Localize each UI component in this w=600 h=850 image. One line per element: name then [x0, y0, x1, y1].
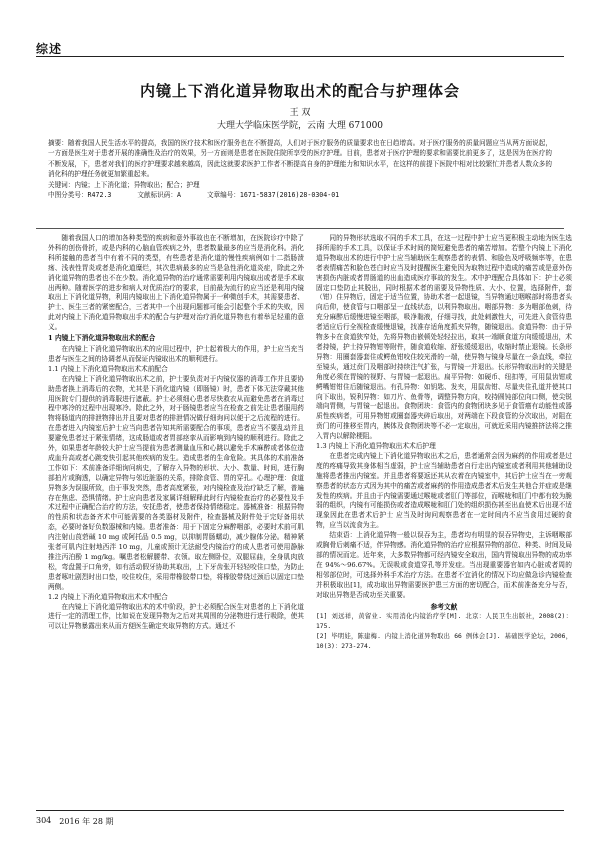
body-paragraph: 同的异物形状选取不同的手术工具，在这一过程中护士应当更积极主动地为医生选择所需的手术工具，以保证手术时间的简短避免患者的痛苦增加。若整个内镜上下消化道异物取出术的进行中护士应当辅助医生观察患者的表情、和脸色及呼吸频率等，在患者表情痛苦和脸色苍白时应当及时提醒医生避免因为取物过程中造成的痛苦或是意外伤害损伤内脏或者胃肠道的出血造成医疗事故的发生。术中护理配合具体如下：护士必须固定口垫防止其脱出，同时根据术者的需要及异物性质、大小、位置，选择附件，套（钳）住异物后，固定于适当位置，协助术者一起退镜，当异物通过咽喉部时将患者头向后仰，使食管与口咽部呈一直线状态，以利异物取出。咽部异物：多为咽部鱼刺，待充分麻醉后缓慢进镜至咽部，吸净黏液，仔细寻找，此处刺激性大，可先进入食管待患者适应后行全视检查缓慢退镜，找准存适角度抓夹异物，随镜退出。食道异物：由于异物多卡在食道狭窄处，先将异物由嵌顿处轻轻拉出，取其一端顺食道方向缓缓退出，术者持镜，护士持异物钳等附件，随食道收缩、舒张缓缓退出，收缩时禁止退镜。长条形异物：用圈套器套住或鳄鱼钳咬住较光滑的一端，使异物与镜身尽量在一条直线，牵拉至镜头，通过贲门及咽部时持续注气扩张，与胃镜一并退出。长形异物取出时的关键是角度必须在胃镜的视野、与胃镜一起退出。扁平异物：如硬币、纽扣等，可用鼠齿钳或鳄嘴钳钳住后随镜退出。有孔异物：如钥匙、发夹，用鼠齿钳、尽量夹住孔道并使其口向下取出，锐利异物：如刀片、鱼骨等，调整异物方向，咬持圆钝部位向口侧，使尖锐端向胃侧，与胃镜一起退出。食物团块：食管内的食物团块多见于食管癌有动能性或器质性疾病者，可用异物钳或圈套器夹碎后取出，对两端在下段食管的分次取出，对阻在贲门的可推移至胃内，胰体及食物团块等不必一定取出，可就近采用内镜推挤法将之推入胃内以解除梗阻。: [316, 234, 572, 441]
body-paragraph: 随着我国人口的增加各种类型的疾病和意外事故也在不断增加，在医院诊疗中除了外科的创伤骨折，或是内科的心脑血管疾病之外，患者数量最多的应当是消化科。消化科所接触的患者当中有着不同的类型，有些患者是消化道的慢性疾病例如十二指肠溃疡、浅表性胃炎或者是消化道糜烂，其次患病最多的应当是急性消化道炎症，除此之外消化道异物的患者也不在少数。消化道异物的治疗通常需要利用内镜取出或者是手术取出两种。随着医学的进步和病人对优质治疗的要求，目前最为流行的应当还是利用内镜取出上下消化道异物，利用内镜取出上下消化道异物属于一种微创手术，其需要患者、护士、医生三者的紧密配合，三者其中一个出现问题都可能会引起整个手术的失败，因此对内镜上下消化道异物取出手术的配合与护理对治疗消化道异物也有着举足轻重的意义。: [48, 234, 304, 332]
abstract-block: [48, 138, 552, 200]
reference-item: [1] 刘远祥，黄留业. 实用消化内镜治疗学[M]. 北京：人民卫生出版社，2008(2)：175.: [316, 613, 572, 631]
subsection-heading: 1.2 内镜上下消化道异物取出术术中配合: [48, 592, 168, 601]
references-heading: 参考文献: [430, 602, 458, 611]
page-footer: [36, 816, 113, 827]
abstract-rule: [36, 228, 564, 229]
article-affiliation: 大理大学临床医学院，云南 大理 671000: [216, 121, 384, 131]
body-paragraph: 在内镜上下消化道异物取出术的术中阶段，护士必须配合医生对患者的上下消化道进行一定的清理工作，比如说在发现异物为之后对其周围的分泌物进行进行吸除，使其可以让异物暴露出来从而方便医生确定夹取异物的方式。通过不: [48, 602, 304, 631]
footer-rule: [36, 810, 564, 811]
article-meta: [48, 190, 552, 200]
section-heading: 1 内镜上下消化道异物取出术的配合: [48, 334, 156, 343]
reference-item: [2] 毕明娃，陈建梅. 内镜上消化道异物取出 66 例体会[J]. 基础医学论坛，2006，10(3)：273-274.: [316, 633, 572, 651]
article-number: 文章编号：1671-5837(2016)28-0304-01: [206, 191, 340, 200]
issue-label: 2016 年 28 期: [59, 817, 114, 826]
abstract-text: 摘要：随着我国人民生活水平的提高，我国的医疗技术和医疗服务也在不断提高，人们对于医疗服务的质量要求也在日趋增高。对于医疗服务的质量问题应当从两方面说起，一方面是医生对于患者开展的准确性及治疗的效果，另一方面则是患者在医院住院所享受的医疗护理。目前，患者对于医疗护理的要求和需要比前更多了，这是因为在医疗的不断发展，下，患者对我们的医疗护理要求越来越高，因此这就要求医护工作者不断提高自身的护理能力和知识水平，在这样的前提下医院中相对比较繁忙并患者人数众多的消化科的护理任务就更加繁重起来。: [48, 139, 552, 179]
page-number: 304: [36, 816, 52, 825]
subsection-heading: 1.1 内镜上下消化道异物取出术术前配合: [48, 364, 168, 373]
left-column: [48, 234, 304, 632]
body-paragraph: 在内镜上下消化道异物取出术之前，护士要负责对于内镜仪器的消毒工作并且要协助患者换上消毒后的衣物，尤其是下消化道内镜（即肠镜）时，患者下体无法穿戴其他用医院专门提供的消毒服进行遮蔽。护士必须细心患者尽快救衣从而避免患者在消毒过程中寒冷的过程中出现寒冷。除此之外，对于肠镜患者应当在检查之前先让患者服用药物将肠道内的排泄物排出并且要对患者的排泄情况做仔细询问以便于之后流程的进行。在患者进入内镜室后护士应当向患者告知其所需要配合的事项，患者应当不要乱动并且要避免患者过于紧张情绪，这成肠道或者胃部痉挛从而影响到内镜的顺利进行。除此之外，如果患者年龄较大护士应当提前为患者测量血压和心跳以避免手术麻醉或者体位造成血升高或者心跳变快引起其他疾病的发生。造成患者的生命危险。其具体的术前准备工作如下：术前准备详细询问病史，了解存入异物的形状、大小、数量、时间，进行胸部拍片或胸透，以确定异物与邻近脏器的关系，排除食管、胃的穿孔。心理护理：食道异物多为误服所致，由于事发突然，患者高度紧张，对内镜检查及治疗缺乏了解，普遍存在焦虑、恐惧情绪。护士应向患者及家属详细解释此时行内镜检查治疗的必要性及手术过程中正确配合治疗的方法，安抚患者，使患者保持情绪稳定。器械准备：根据异物的性质和状态备齐术中可能需要的各类器材及附件，检查器械及附件处于完好备用状态，必要时备好负数器械和内镜。患者准备：用于下固定分麻醉咽部，必要时术前可肌内注射山莨菪碱 10 mg 或阿托品 0.5 mg，以抑制胃肠蠕动，减少腺体分泌。精神紧张者可肌内注射地西泮 10 mg，儿童或预计无法耐受内镜治疗的成人患者可使用静脉推注丙泊酚 1 mg/kg。嘱患者松解腰带、衣领。取左侧卧位，双腿屈曲，全身肌肉放松，弯盘置于口角旁，如有活动假牙协助其取出，上下牙齿张开轻轻咬住口垫，为防止患者啄吐剧烈时出口垫，咬住咬住，采用带橡胶带口垫，将橡胶带绕过颈后以固定口垫两侧。: [48, 374, 304, 591]
body-paragraph: 在内镜上下消化道异物取出术的应用过程中，护士起着极大的作用，护士应当充当患者与医生之间的协调者从而保证内镜取出术的顺利进行。: [48, 344, 304, 363]
document-code: 文献标识码：A: [137, 191, 181, 200]
article-title: 内镜上下消化道异物取出术的配合与护理体会: [139, 82, 460, 100]
clc-number: 中图分类号：R472.3: [48, 191, 112, 200]
section-label: 综述: [36, 42, 63, 56]
keywords: 关键词：内镜；上下消化道；异物取出；配合；护理: [48, 180, 200, 189]
right-column: [316, 234, 572, 652]
body-paragraph: 结束语：上消化道异物一般以误吞为主，患者均有明显的误吞异物史，主诉咽喉部或胸骨后刺痛不适，伴异物感。消化道异物的治疗应根据异物的部位、种类、时间及局部的情况而定。近年来，大多数异物都可经内镜安全取出，国内胃镜取出异物的成功率在 94%～96.67%。无误吸或食道穿孔等并发症。当出现重要器官如内心脏或者周的相邻部位时，可选择外科手术治疗方法。在患者不宜消化的情况下均应做急诊内镜检查并积极取出[1]，成功取出异物需要医护患三方面的密切配合，而术前准备充分与否，对取出异物是否成功至关重要。: [316, 531, 572, 599]
subsection-heading: 1.3 内镜上下消化道异物取出术术后护理: [316, 442, 436, 451]
header-rule: [36, 56, 564, 57]
body-paragraph: 在患者完成内镜上下消化道异物取出术之后，患者通常会因为麻药的作用或者是过度的疼痛导致其身体相当虚弱，护士应当辅助患者自行走出内镜室或者利用其他辅助设施将患者推出内镜室。并且患者将要返还其从衣着在内镜室中，其后护士应当在一旁观察患者的状态方式因为其中的痛苦或者麻药的作用造成患者术后发生其他合并症或是继发性的疾病。并且由于内镜需要通过喉咙或者肛门等部位，而喉咙和肛门中都有较为脆弱的组织，内镜有可能损伤或者造成喉咙和肛门处的组织损伤甚至出血使术后出现不适现象因此在患者术后护士 应当及时询问观察患者在一定时间内不应当食用过硬的食物，应当以流食为主。: [316, 451, 572, 530]
article-author: 王 双: [289, 108, 311, 118]
